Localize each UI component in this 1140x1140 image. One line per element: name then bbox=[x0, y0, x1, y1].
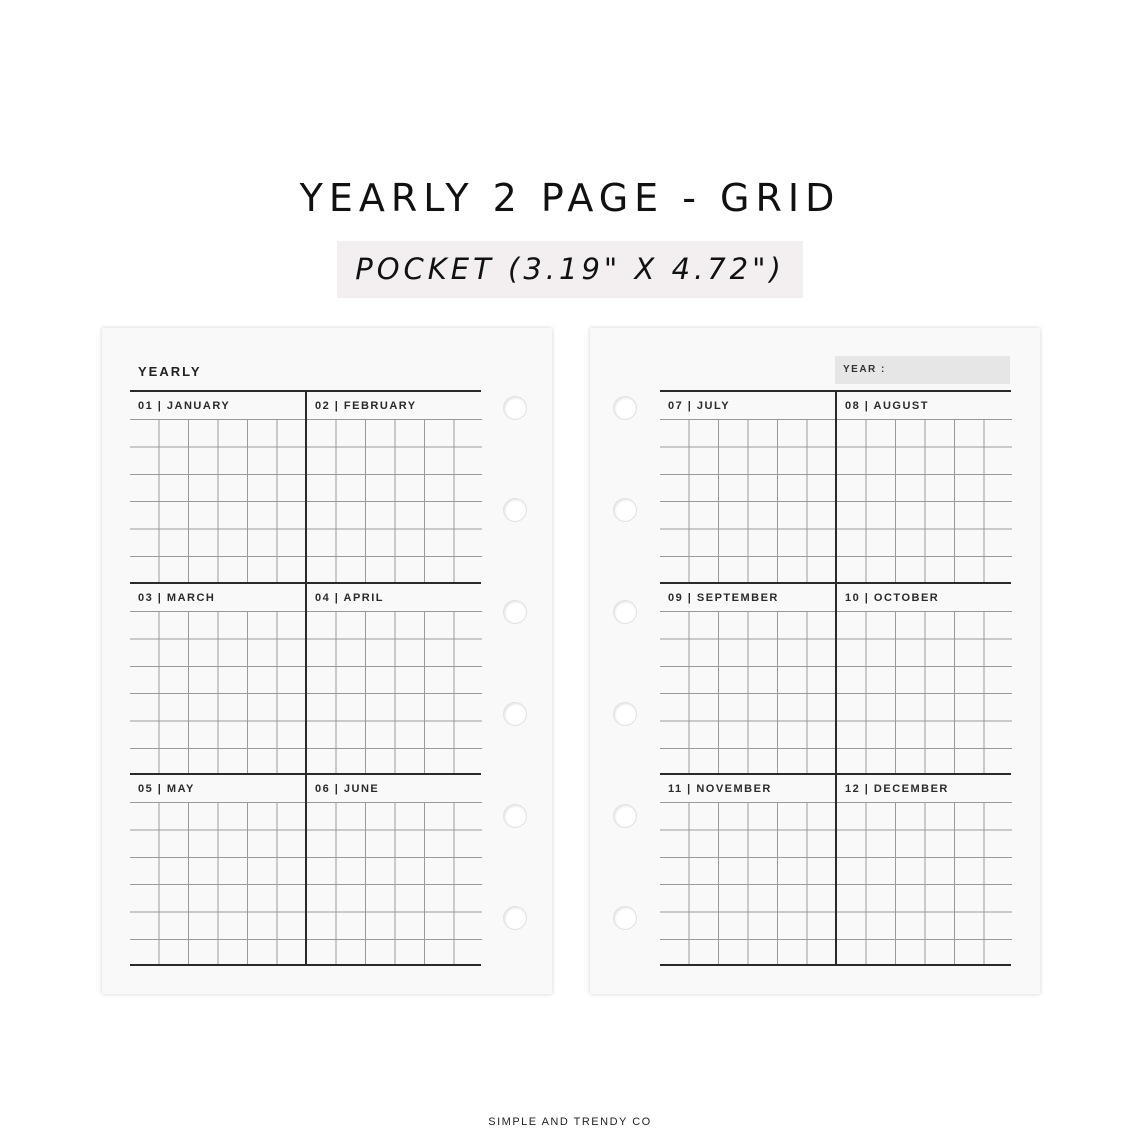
month-label: 05 | MAY bbox=[138, 783, 195, 795]
binder-hole bbox=[613, 702, 637, 726]
year-label: YEAR : bbox=[843, 364, 886, 375]
month-label: 10 | OCTOBER bbox=[845, 592, 940, 604]
month-label: 09 | SEPTEMBER bbox=[668, 592, 779, 604]
month-block bbox=[660, 584, 835, 775]
left-planner-page bbox=[102, 328, 552, 994]
month-block bbox=[660, 775, 835, 966]
column-divider bbox=[305, 390, 307, 965]
month-grid[interactable] bbox=[130, 802, 305, 966]
binder-hole bbox=[613, 600, 637, 624]
month-grid[interactable] bbox=[837, 419, 1012, 583]
binder-hole bbox=[503, 396, 527, 420]
binder-hole bbox=[503, 804, 527, 828]
month-block bbox=[307, 584, 482, 775]
size-subtitle: POCKET (3.19" X 4.72") bbox=[337, 241, 803, 298]
month-label: 12 | DECEMBER bbox=[845, 783, 949, 795]
binder-hole bbox=[613, 498, 637, 522]
month-grid[interactable] bbox=[130, 611, 305, 775]
binder-hole bbox=[613, 396, 637, 420]
year-field[interactable] bbox=[835, 356, 1010, 384]
binder-hole bbox=[613, 804, 637, 828]
month-grid[interactable] bbox=[837, 802, 1012, 966]
month-block bbox=[837, 392, 1012, 583]
month-label: 03 | MARCH bbox=[138, 592, 216, 604]
month-label: 06 | JUNE bbox=[315, 783, 380, 795]
month-block bbox=[130, 775, 305, 966]
month-block bbox=[837, 584, 1012, 775]
month-block bbox=[660, 392, 835, 583]
yearly-calendar-right bbox=[660, 390, 1011, 965]
month-grid[interactable] bbox=[307, 419, 482, 583]
month-grid[interactable] bbox=[660, 611, 835, 775]
column-divider bbox=[835, 390, 837, 965]
month-grid[interactable] bbox=[307, 802, 482, 966]
binder-hole bbox=[503, 906, 527, 930]
month-label: 04 | APRIL bbox=[315, 592, 385, 604]
month-block bbox=[837, 775, 1012, 966]
month-block bbox=[130, 392, 305, 583]
binder-hole bbox=[503, 702, 527, 726]
binder-hole bbox=[503, 498, 527, 522]
month-grid[interactable] bbox=[307, 611, 482, 775]
page-title: YEARLY 2 PAGE - GRID bbox=[299, 176, 841, 220]
binder-hole bbox=[503, 600, 527, 624]
month-block bbox=[307, 775, 482, 966]
month-grid[interactable] bbox=[130, 419, 305, 583]
month-label: 11 | NOVEMBER bbox=[668, 783, 772, 795]
month-block bbox=[130, 584, 305, 775]
month-grid[interactable] bbox=[660, 419, 835, 583]
right-planner-page bbox=[590, 328, 1040, 994]
month-label: 01 | JANUARY bbox=[138, 400, 231, 412]
month-label: 08 | AUGUST bbox=[845, 400, 929, 412]
brand-footer: SIMPLE AND TRENDY CO bbox=[488, 1116, 652, 1128]
month-label: 02 | FEBRUARY bbox=[315, 400, 417, 412]
month-block bbox=[307, 392, 482, 583]
yearly-label: YEARLY bbox=[138, 364, 202, 379]
month-grid[interactable] bbox=[837, 611, 1012, 775]
binder-hole bbox=[613, 906, 637, 930]
yearly-calendar-left bbox=[130, 390, 481, 965]
month-label: 07 | JULY bbox=[668, 400, 731, 412]
month-grid[interactable] bbox=[660, 802, 835, 966]
